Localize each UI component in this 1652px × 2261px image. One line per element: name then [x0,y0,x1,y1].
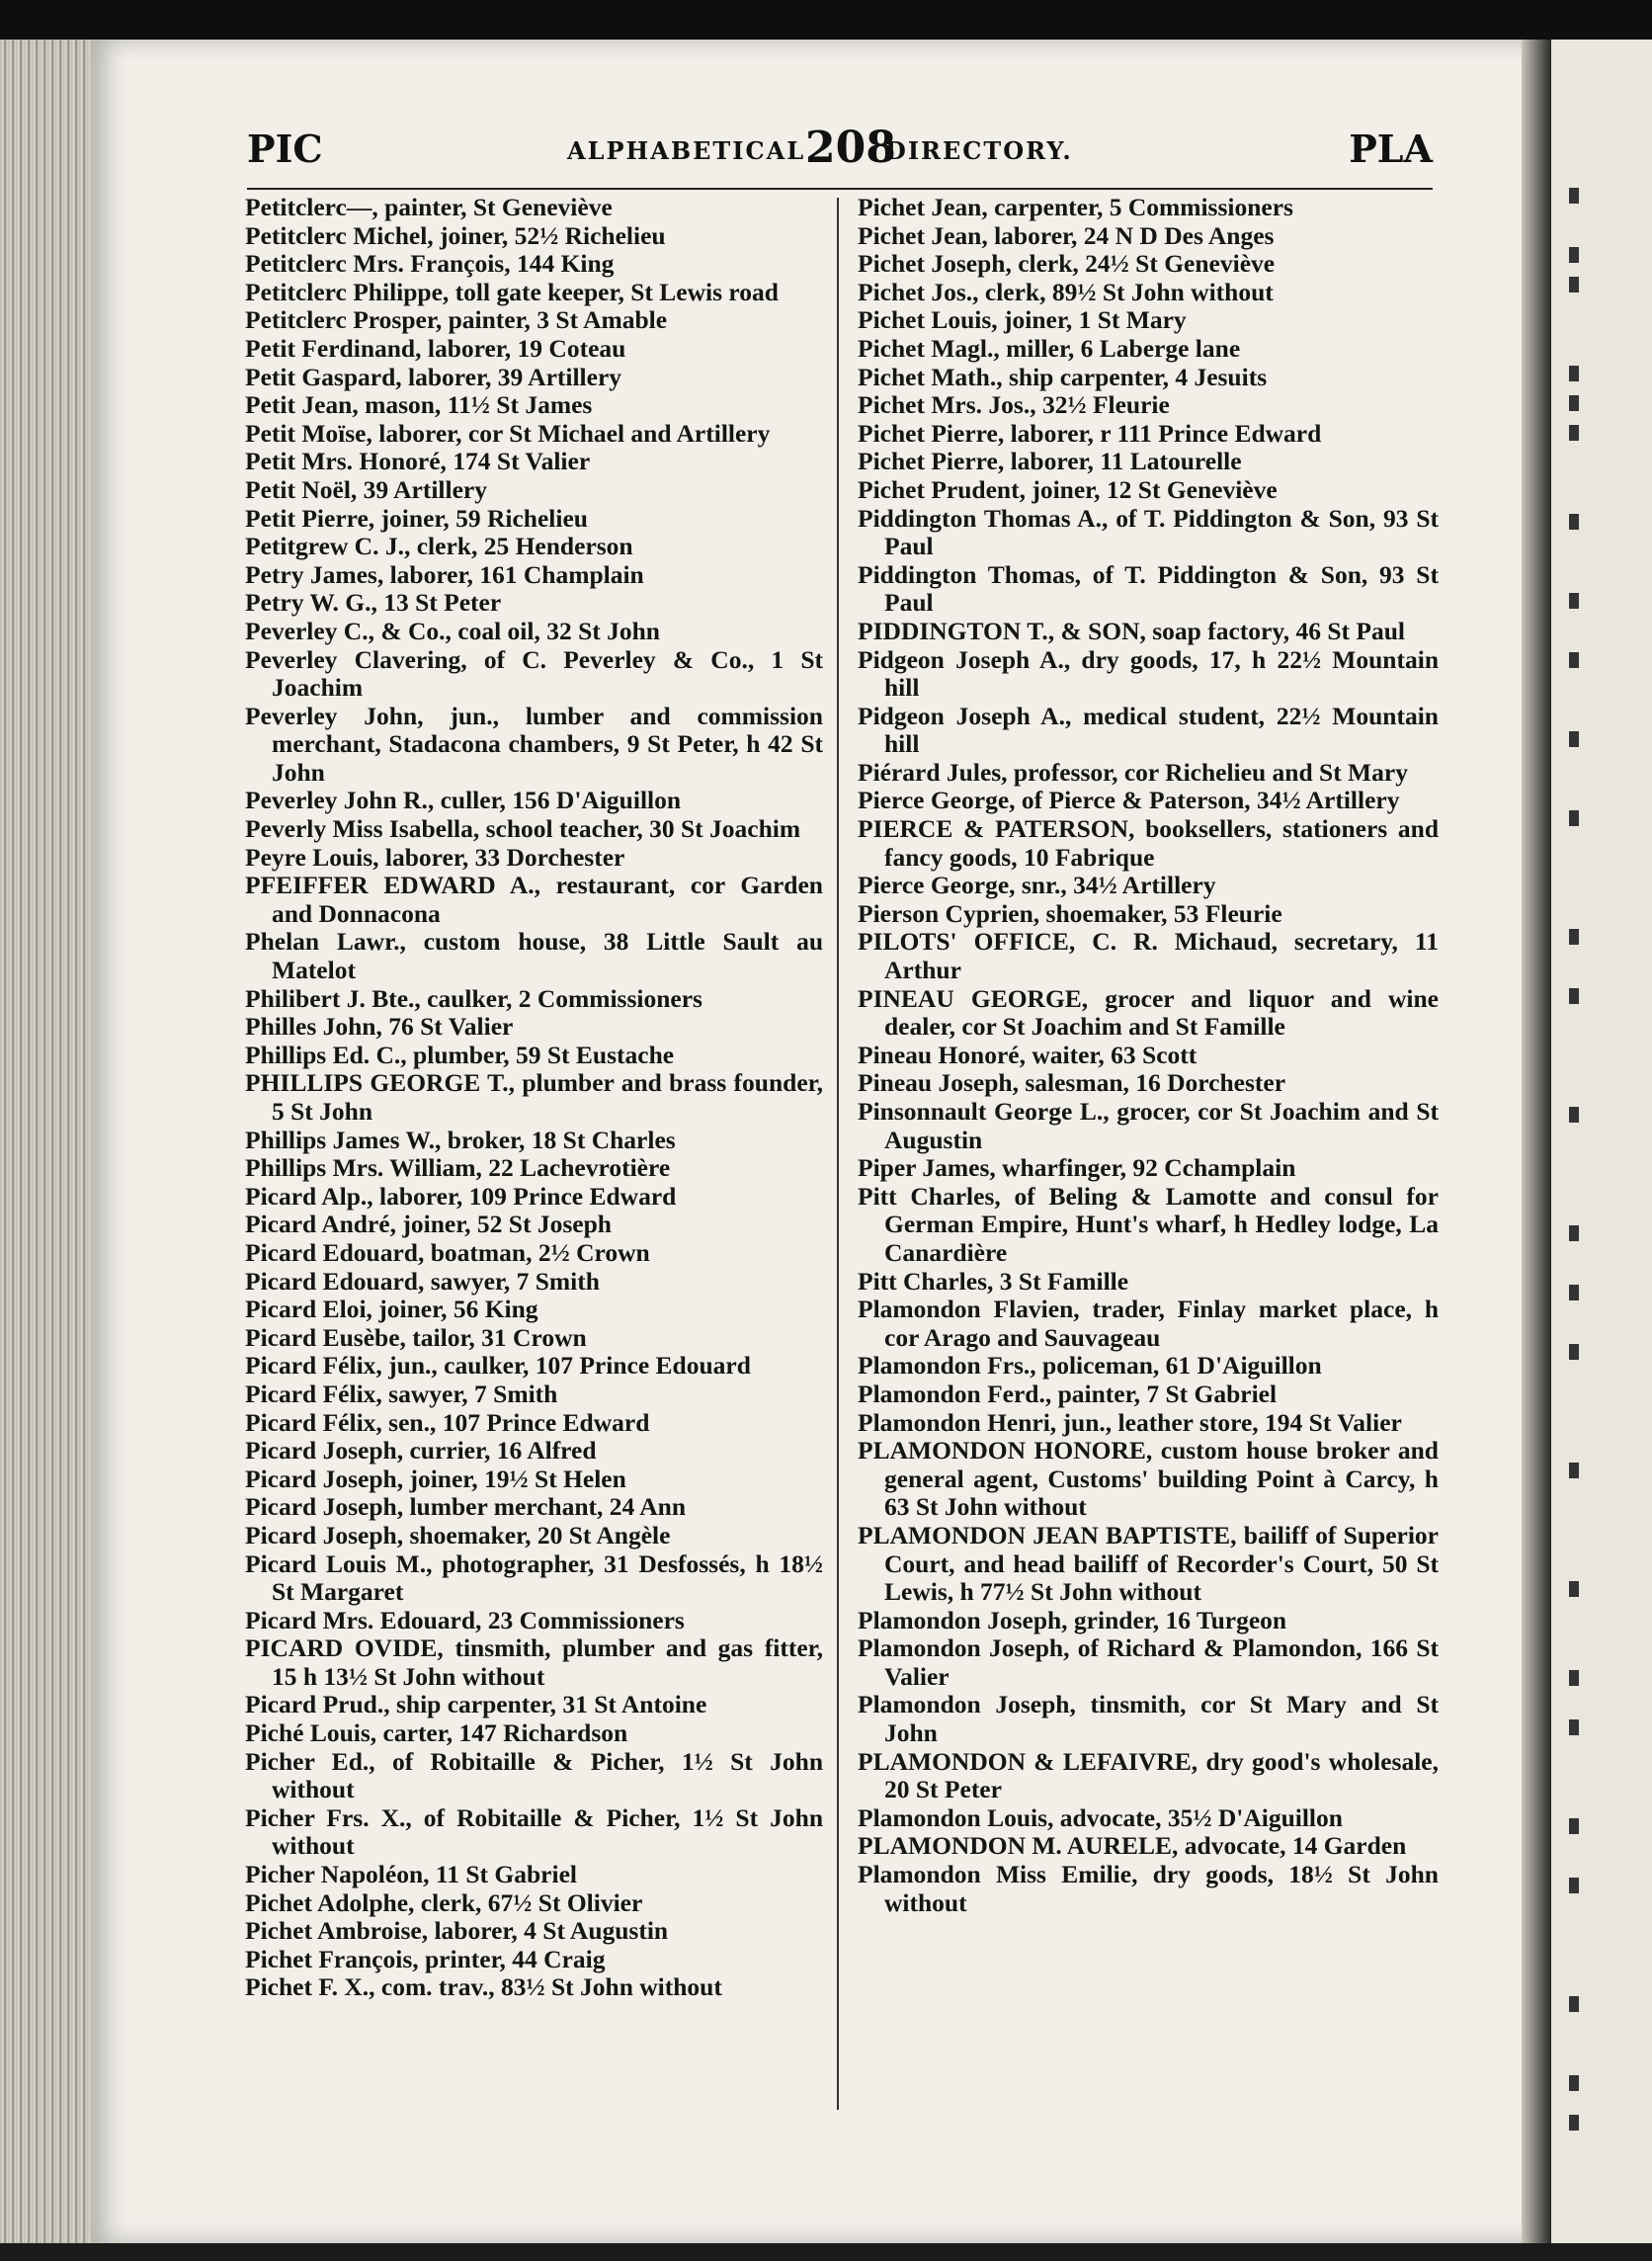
directory-entry: PLAMONDON M. AURELE, advocate, 14 Garden [858,1831,1407,1861]
directory-entry: Plamondon Henri, jun., leather store, 194 St Valier [858,1407,1402,1437]
directory-entry: Picard André, joiner, 52 St Joseph [245,1210,612,1239]
directory-entry: Petry W. G., 13 St Peter [245,588,502,618]
directory-entry: Pichet Jos., clerk, 89½ St John without [858,277,1274,306]
adjacent-page-mark [1569,514,1579,530]
directory-entry: PFEIFFER EDWARD A., restaurant, cor Garden and Donnacona [245,871,823,928]
directory-entry: Pineau Honoré, waiter, 63 Scott [858,1040,1198,1069]
directory-entry: Petit Moïse, laborer, cor St Michael and Artillery [245,418,771,448]
directory-entry: Petitclerc Michel, joiner, 52½ Richelieu [245,220,666,250]
directory-entry: Peverley John, jun., lumber and commission merchant, Stadacona chambers, 9 St Peter, h 42 St John [245,701,823,787]
directory-entry: Peverley Clavering, of C. Peverley & Co., 1 St Joachim [245,644,823,703]
adjacent-page-mark [1569,188,1579,204]
left-column [245,194,823,2002]
adjacent-page-mark [1569,247,1579,263]
directory-entry: Phillips Mrs. William, 22 Lachevrotière [245,1153,671,1183]
directory-entry: Picard Joseph, shoemaker, 20 St Angèle [245,1520,671,1549]
directory-entry: Pinsonnault George L., grocer, cor St Joachim and St Augustin [858,1097,1439,1154]
directory-entry: Pineau Joseph, salesman, 16 Dorchester [858,1068,1286,1098]
adjacent-page-edge [1551,40,1652,2243]
adjacent-page-mark [1569,395,1579,411]
directory-entry: Pichet François, printer, 44 Craig [245,1944,606,1973]
directory-entry: Petitclerc Philippe, toll gate keeper, St Lewis road [245,277,779,306]
directory-entry: Petitclerc Mrs. François, 144 King [245,249,615,279]
directory-entry: Petitclerc Prosper, painter, 3 St Amable [245,305,668,335]
header-title-right: DIRECTORY. [885,136,1073,165]
directory-entry: PLAMONDON HONORE, custom house broker and general agent, Customs' building Point à Carcy, h 63 St John without [858,1436,1439,1522]
adjacent-page-mark [1569,1344,1579,1360]
directory-entry: Picard Joseph, joiner, 19½ St Helen [245,1464,626,1493]
directory-entry: Plamondon Ferd., painter, 7 St Gabriel [858,1379,1278,1408]
directory-entry: Philibert J. Bte., caulker, 2 Commissioners [245,983,702,1013]
right-column [858,194,1439,1917]
adjacent-page-mark [1569,593,1579,609]
directory-entry: Pichet Joseph, clerk, 24½ St Geneviève [858,249,1276,279]
directory-entry: Pichet Math., ship carpenter, 4 Jesuits [858,362,1268,391]
page-number: 208 [805,123,896,173]
adjacent-page-mark [1569,810,1579,826]
scan-top-border [0,0,1652,43]
directory-entry: Picher Ed., of Robitaille & Picher, 1½ St John without [245,1746,823,1804]
adjacent-page-mark [1569,1225,1579,1241]
directory-entry: Petit Jean, mason, 11½ St James [245,390,593,420]
directory-entry: Picard Alp., laborer, 109 Prince Edward [245,1181,677,1211]
directory-entry: Phillips James W., broker, 18 St Charles [245,1125,676,1154]
directory-entry: Petit Mrs. Honoré, 174 St Valier [245,447,591,476]
directory-entry: Picard Prud., ship carpenter, 31 St Antoine [245,1690,707,1719]
directory-entry: Peverley C., & Co., coal oil, 32 St John [245,616,660,645]
directory-entry: Peverly Miss Isabella, school teacher, 30 St Joachim [245,814,801,844]
directory-entry: Piddington Thomas, of T. Piddington & Son, 93 St Paul [858,559,1439,618]
directory-entry: Pichet Magl., miller, 6 Laberge lane [858,333,1241,363]
directory-entry: Picard Félix, jun., caulker, 107 Prince Edouard [245,1351,751,1381]
directory-entry: Piérard Jules, professor, cor Richelieu and St Mary [858,757,1408,787]
adjacent-page-mark [1569,988,1579,1004]
column-divider [837,198,839,2110]
directory-entry: Pichet Jean, carpenter, 5 Commissioners [858,193,1293,221]
directory-entry: Pierce George, snr., 34½ Artillery [858,871,1216,900]
right-guide-word: PLA [1349,126,1433,171]
adjacent-page-mark [1569,1107,1579,1123]
directory-entry: PHILLIPS GEORGE T., plumber and brass founder, 5 St John [245,1068,823,1126]
directory-entry: Pichet Pierre, laborer, r 111 Prince Edward [858,418,1322,448]
directory-entry: PIERCE & PATERSON, booksellers, stationers and fancy goods, 10 Fabrique [858,814,1439,872]
directory-entry: Phillips Ed. C., plumber, 59 St Eustache [245,1040,675,1069]
adjacent-page-mark [1569,1878,1579,1893]
directory-entry: Picher Frs. X., of Robitaille & Picher, 1½ St John without [245,1802,823,1861]
adjacent-page-mark [1569,929,1579,945]
directory-entry: Peverley John R., culler, 156 D'Aiguillon [245,786,682,815]
directory-entry: Picard Félix, sen., 107 Prince Edward [245,1407,650,1437]
directory-entry: Petitclerc—, painter, St Geneviève [245,193,613,221]
book-page-edges [0,40,99,2243]
directory-entry: Picard Eloi, joiner, 56 King [245,1295,538,1324]
directory-entry: PICARD OVIDE, tinsmith, plumber and gas fitter, 15 h 13½ St John without [245,1633,823,1691]
directory-entry: Phelan Lawr., custom house, 38 Little Sault au Matelot [245,927,823,985]
directory-entry: Petit Pierre, joiner, 59 Richelieu [245,503,588,533]
directory-entry: Piché Louis, carter, 147 Richardson [245,1718,628,1748]
adjacent-page-mark [1569,366,1579,381]
directory-entry: PLAMONDON & LEFAIVRE, dry good's wholesale, 20 St Peter [858,1746,1439,1804]
adjacent-page-mark [1569,1581,1579,1597]
directory-entry: Petit Gaspard, laborer, 39 Artillery [245,362,622,391]
directory-entry: Piddington Thomas A., of T. Piddington & Son, 93 St Paul [858,503,1439,561]
directory-entry: PILOTS' OFFICE, C. R. Michaud, secretary, 11 Arthur [858,927,1439,985]
directory-entry: Petit Noël, 39 Artillery [245,474,487,504]
adjacent-page-mark [1569,1670,1579,1686]
directory-entry: Plamondon Frs., policeman, 61 D'Aiguillon [858,1351,1322,1381]
directory-entry: Pichet Adolphe, clerk, 67½ St Olivier [245,1887,643,1917]
directory-entry: Picard Edouard, sawyer, 7 Smith [245,1266,600,1296]
adjacent-page-mark [1569,1818,1579,1834]
directory-entry: Pichet F. X., com. trav., 83½ St John without [245,1972,722,2002]
directory-entry: Pidgeon Joseph A., medical student, 22½ Mountain hill [858,701,1439,759]
directory-entry: Petitgrew C. J., clerk, 25 Henderson [245,532,633,561]
directory-entry: Pichet Ambroise, laborer, 4 St Augustin [245,1916,669,1946]
directory-entry: Pichet Jean, laborer, 24 N D Des Anges [858,220,1275,250]
directory-entry: Picard Louis M., photographer, 31 Desfossés, h 18½ St Margaret [245,1549,823,1607]
adjacent-page-mark [1569,1463,1579,1478]
adjacent-page-mark [1569,277,1579,293]
adjacent-page-mark [1569,1996,1579,2012]
directory-entry: Pichet Prudent, joiner, 12 St Geneviève [858,474,1278,504]
directory-entry: Petry James, laborer, 161 Champlain [245,559,644,589]
directory-entry: Pierce George, of Pierce & Paterson, 34½ Artillery [858,786,1400,815]
directory-entry: Picher Napoléon, 11 St Gabriel [245,1860,577,1889]
adjacent-page-mark [1569,652,1579,668]
directory-entry: Pichet Louis, joiner, 1 St Mary [858,305,1187,335]
adjacent-page-mark [1569,1719,1579,1735]
directory-entry: Picard Mrs. Edouard, 23 Commissioners [245,1605,685,1634]
directory-entry: Pichet Pierre, laborer, 11 Latourelle [858,447,1242,476]
directory-entry: Pitt Charles, 3 St Famille [858,1266,1129,1296]
directory-entry: Plamondon Joseph, grinder, 16 Turgeon [858,1605,1287,1634]
directory-entry: Pichet Mrs. Jos., 32½ Fleurie [858,390,1170,420]
header-rule [247,188,1433,190]
directory-entry: Picard Joseph, lumber merchant, 24 Ann [245,1492,687,1522]
page-header [247,123,1433,186]
directory-entry: PLAMONDON JEAN BAPTISTE, bailiff of Superior Court, and head bailiff of Recorder's Court, 50 St Lewis, h 77½ St John without [858,1520,1439,1607]
adjacent-page-mark [1569,731,1579,747]
directory-entry: Plamondon Miss Emilie, dry goods, 18½ St John without [858,1860,1439,1917]
directory-entry: Plamondon Joseph, tinsmith, cor St Mary and St John [858,1690,1439,1748]
directory-entry: Picard Edouard, boatman, 2½ Crown [245,1237,650,1267]
directory-entry: PINEAU GEORGE, grocer and liquor and wine dealer, cor St Joachim and St Famille [858,983,1439,1042]
directory-entry: Pierson Cyprien, shoemaker, 53 Fleurie [858,898,1282,928]
directory-entry: Petit Ferdinand, laborer, 19 Coteau [245,333,626,363]
directory-entry: Pidgeon Joseph A., dry goods, 17, h 22½ Mountain hill [858,644,1439,703]
adjacent-page-mark [1569,1285,1579,1300]
directory-entry: Picard Eusèbe, tailor, 31 Crown [245,1322,587,1352]
adjacent-page-mark [1569,2075,1579,2091]
directory-entry: Plamondon Joseph, of Richard & Plamondon, 166 St Valier [858,1633,1439,1691]
directory-entry: Philles John, 76 St Valier [245,1012,514,1042]
directory-entry: Peyre Louis, laborer, 33 Dorchester [245,842,625,872]
directory-entry: Picard Joseph, currier, 16 Alfred [245,1436,597,1465]
directory-entry: Plamondon Flavien, trader, Finlay market place, h cor Arago and Sauvageau [858,1295,1439,1352]
adjacent-page-mark [1569,425,1579,441]
header-title-left: ALPHABETICAL [567,136,806,165]
directory-entry: Picard Félix, sawyer, 7 Smith [245,1379,558,1408]
adjacent-page-mark [1569,2115,1579,2131]
book-gutter [1522,40,1551,2243]
left-guide-word: PIC [247,126,323,171]
directory-entry: Plamondon Louis, advocate, 35½ D'Aiguillon [858,1802,1343,1832]
directory-entry: PIDDINGTON T., & SON, soap factory, 46 St Paul [858,616,1405,645]
directory-entry: Piper James, wharfinger, 92 Cchamplain [858,1153,1296,1183]
directory-entry: Pitt Charles, of Beling & Lamotte and consul for German Empire, Hunt's wharf, h Hedley lodge, La Canardière [858,1181,1439,1267]
